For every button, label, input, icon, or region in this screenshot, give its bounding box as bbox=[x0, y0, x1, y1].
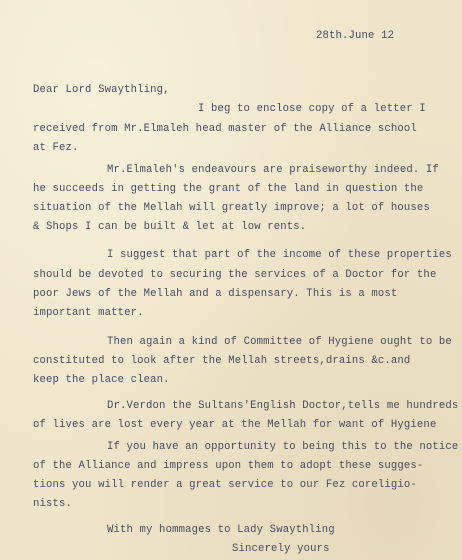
closing: With my hommages to Lady Swaythling bbox=[107, 524, 335, 536]
body-line: & Shops I can be built & let at low rents. bbox=[33, 221, 307, 233]
body-line: of lives are lost every year at the Mellah for want of Hygiene bbox=[33, 419, 437, 431]
body-line: Then again a kind of Committee of Hygiene ought to be bbox=[107, 336, 452, 348]
body-line: important matter. bbox=[33, 307, 144, 319]
body-line: should be devoted to securing the services of a Doctor for the bbox=[33, 269, 437, 281]
body-line: he succeeds in getting the grant of the land in question the bbox=[33, 183, 424, 195]
body-line: tions you will render a great service to our Fez coreligio- bbox=[33, 479, 417, 491]
body-line: keep the place clean. bbox=[33, 374, 170, 386]
signoff: Sincerely yours bbox=[232, 543, 330, 555]
body-line: Dr.Verdon the Sultans'English Doctor,tells me hundreds bbox=[107, 400, 459, 412]
body-line: If you have an opportunity to being this to the notice bbox=[107, 441, 459, 453]
body-line: received from Mr.Elmaleh head master of the Alliance school bbox=[33, 123, 417, 135]
body-line: I beg to enclose copy of a letter I bbox=[198, 103, 426, 115]
body-line: situation of the Mellah will greatly improve; a lot of houses bbox=[33, 202, 430, 214]
body-line: I suggest that part of the income of these properties bbox=[107, 249, 452, 261]
body-line: Mr.Elmaleh's endeavours are praiseworthy indeed. If bbox=[107, 164, 439, 176]
body-line: at Fez. bbox=[33, 142, 79, 154]
body-line: constituted to look after the Mellah streets,drains &c.and bbox=[33, 355, 411, 367]
body-line: of the Alliance and impress upon them to adopt these sugges- bbox=[33, 460, 424, 472]
body-line: poor Jews of the Mellah and a dispensary. This is a most bbox=[33, 288, 398, 300]
salutation: Dear Lord Swaythling, bbox=[33, 84, 170, 96]
body-line: nists. bbox=[33, 498, 73, 510]
letter-date: 28th.June 12 bbox=[316, 30, 395, 42]
